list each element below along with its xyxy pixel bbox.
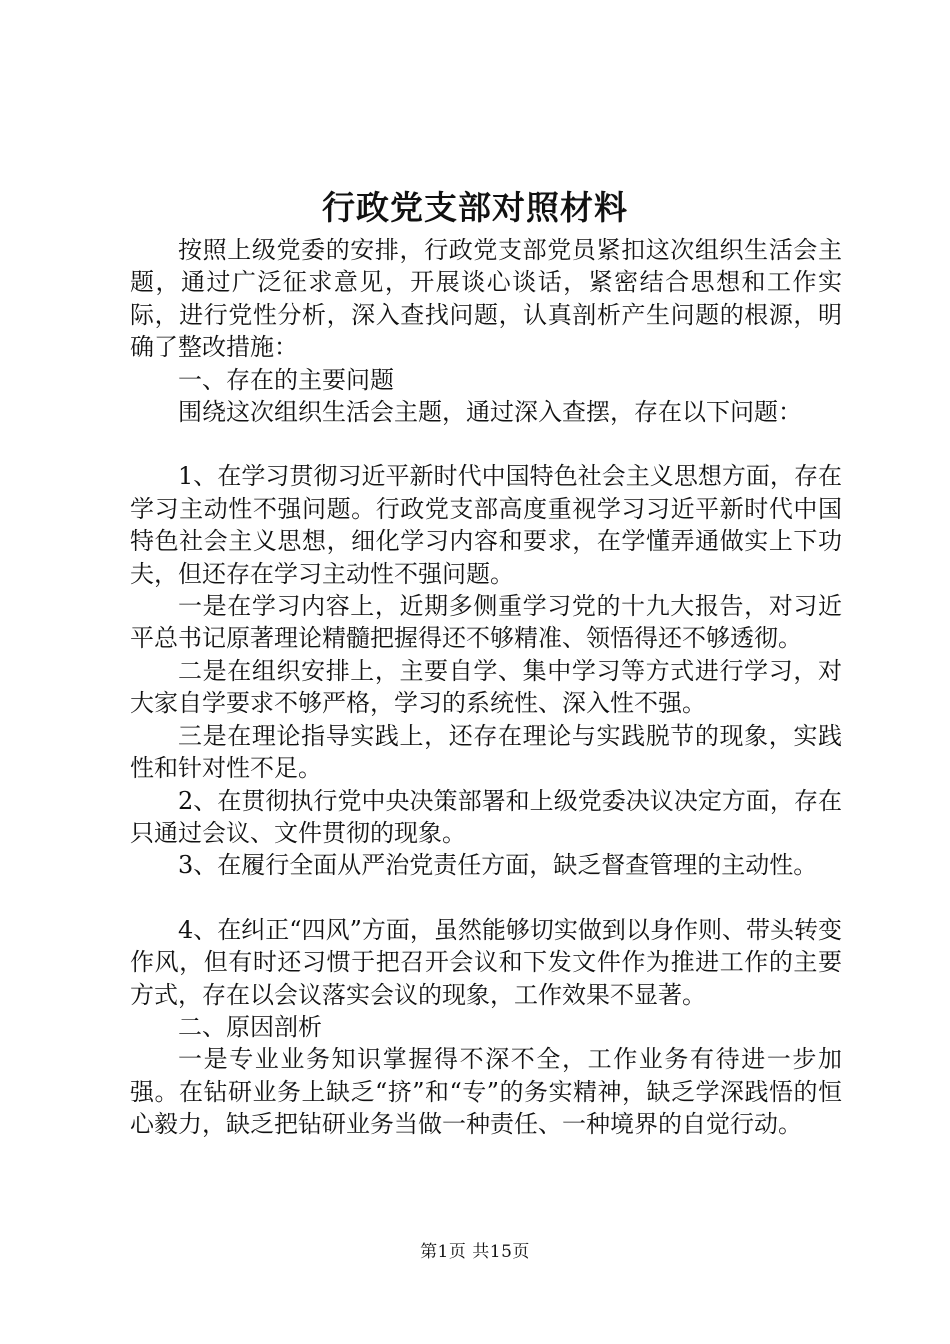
document-title: 行政党支部对照材料 — [322, 188, 628, 227]
problem-item-1: 1、在学习贯彻习近平新时代中国特色社会主义思想方面，存在学习主动性不强问题。行政党支部高度重视学习习近平新时代中国特色社会主义思想，细化学习内容和要求，在学懂弄通做实上下功夫，但还存在学习主动性不强问题。 — [130, 462, 842, 588]
intro-paragraph: 按照上级党委的安排，行政党支部党员紧扣这次组织生活会主题，通过广泛征求意见，开展谈心谈话，紧密结合思想和工作实际，进行党性分析，深入查找问题，认真剖析产生问题的根源，明确了整改措施： — [130, 236, 842, 362]
paragraph-spacer — [130, 882, 842, 914]
problem-item-3: 3、在履行全面从严治党责任方面，缺乏督查管理的主动性。 — [178, 851, 818, 880]
problem-item-1-point-3: 三是在理论指导实践上，还存在理论与实践脱节的现象，实践性和针对性不足。 — [130, 721, 842, 783]
section-heading-problems: 一、存在的主要问题 — [178, 365, 394, 394]
page-number-footer: 第1页 共15页 — [420, 1242, 530, 1262]
problem-item-2: 2、在贯彻执行党中央决策部署和上级党委决议决定方面，存在只通过会议、文件贯彻的现象。 — [130, 786, 842, 847]
document-body — [130, 234, 842, 1141]
paragraph-spacer — [130, 428, 842, 460]
cause-item-1: 一是专业业务知识掌握得不深不全，工作业务有待进一步加强。在钻研业务上缺乏“挤”和“专”的务实精神，缺乏学深践悟的恒心毅力，缺乏把钻研业务当做一种责任、一种境界的自觉行动。 — [130, 1045, 842, 1139]
problem-item-1-point-2: 二是在组织安排上，主要自学、集中学习等方式进行学习，对大家自学要求不够严格，学习的系统性、深入性不强。 — [130, 656, 842, 718]
problem-item-1-point-1: 一是在学习内容上，近期多侧重学习党的十九大报告，对习近平总书记原著理论精髓把握得还不够精准、领悟得还不够透彻。 — [130, 592, 842, 653]
problem-item-4: 4、在纠正“四风”方面，虽然能够切实做到以身作则、带头转变作风，但有时还习惯于把召开会议和下发文件作为推进工作的主要方式，存在以会议落实会议的现象，工作效果不显著。 — [130, 915, 842, 1009]
section-heading-causes: 二、原因剖析 — [178, 1012, 322, 1041]
problems-intro-paragraph: 围绕这次组织生活会主题，通过深入查摆，存在以下问题： — [178, 398, 802, 427]
